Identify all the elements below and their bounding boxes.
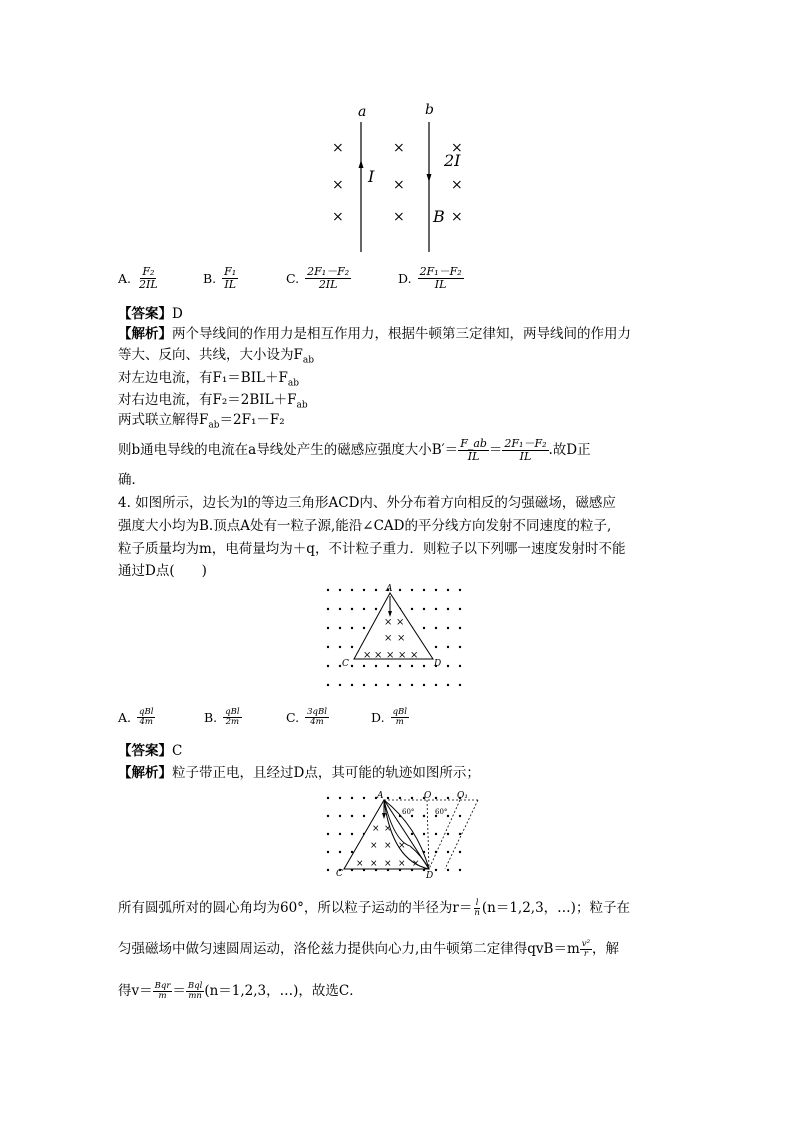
cross: × (398, 650, 407, 661)
options-1 (118, 266, 518, 300)
cross: × (370, 841, 378, 851)
field-dot (399, 589, 401, 591)
field-dot (459, 833, 461, 835)
field-dot (363, 589, 365, 591)
field-dot (351, 608, 353, 610)
arrow-down-b (427, 174, 432, 182)
field-dot (435, 833, 437, 835)
field-dot (339, 684, 341, 686)
field-dot (459, 869, 461, 871)
field-dot (435, 646, 437, 648)
label-D: D (426, 871, 434, 881)
label-C: C (336, 869, 343, 879)
option-1-C: C. $\frac{\text{2F₁－F₂}}{2IL}$ (286, 265, 350, 291)
field-dot (423, 627, 425, 629)
analysis-1-line-1: 【解析】两个导线间的作用力是相互作用力，根据牛顿第三定律知，两导线间的作用力 (118, 326, 631, 342)
option-2-C: C. $\frac{\text{3qBl}}{4m}$ (286, 707, 327, 727)
field-dot (435, 608, 437, 610)
cross: × (397, 633, 406, 644)
field-dot (459, 627, 461, 629)
field-dot (363, 684, 365, 686)
field-dot (447, 589, 449, 591)
label-O: O (424, 791, 432, 801)
cross: × (363, 650, 372, 661)
field-dot (375, 665, 377, 667)
field-dot (423, 684, 425, 686)
triangle-field-figure (322, 580, 472, 695)
field-dot (327, 646, 329, 648)
field-dot (387, 665, 389, 667)
field-dot (327, 589, 329, 591)
label-D: D (434, 659, 442, 669)
field-dot (411, 797, 413, 799)
field-dot (447, 684, 449, 686)
cross: × (412, 859, 420, 869)
field-dot (339, 851, 341, 853)
field-dot (363, 815, 365, 817)
field-dot (327, 627, 329, 629)
cross: × (393, 140, 405, 156)
field-dot (423, 815, 425, 817)
field-dot (411, 665, 413, 667)
field-dot (363, 627, 365, 629)
analysis-1-line-2: 等大、反向、共线，大小设为$F_{ab}$ (118, 347, 315, 366)
option-1-B: B. $\frac{\text{F₁}}{IL}$ (203, 265, 237, 291)
cross: × (396, 617, 405, 628)
field-dot (327, 815, 329, 817)
cross: × (372, 824, 380, 834)
cross: × (374, 650, 383, 661)
option-2-D: D. $\frac{\text{qBl}}{m}$ (371, 707, 407, 727)
field-dot (411, 833, 413, 835)
field-dot (435, 684, 437, 686)
field-dot (375, 684, 377, 686)
field-dot (459, 646, 461, 648)
label-B: B (433, 207, 445, 226)
field-dot (447, 851, 449, 853)
angle-1: 60° (402, 808, 415, 816)
field-dot (459, 608, 461, 610)
q4-line-3: 粒子质量均为m，电荷量均为＋q，不计粒子重力．则粒子以下列哪一速度发射时不能 (118, 541, 626, 557)
field-dot (375, 608, 377, 610)
field-dot (447, 627, 449, 629)
field-dot (459, 684, 461, 686)
cross: × (384, 824, 392, 834)
field-dot (327, 833, 329, 835)
cross: × (384, 617, 393, 628)
analysis-1-line-4: 对右边电流，有$F_2=2BIL+F_{ab}$ (118, 392, 308, 411)
dashed-radius-1 (427, 800, 429, 869)
field-dot (399, 797, 401, 799)
field-dot (423, 833, 425, 835)
trajectory-figure (322, 786, 492, 881)
field-dot (447, 833, 449, 835)
field-dot (435, 869, 437, 871)
label-A: A (377, 791, 384, 801)
cross: × (386, 650, 395, 661)
field-dot (459, 665, 461, 667)
field-dot (399, 684, 401, 686)
field-dot (363, 608, 365, 610)
option-2-A: A. $\frac{\text{qBl}}{4m}$ (118, 707, 154, 727)
field-dot (447, 646, 449, 648)
field-dot (351, 627, 353, 629)
cross: × (451, 209, 463, 225)
angle-2: 60° (435, 808, 448, 816)
field-dot (411, 608, 413, 610)
option-2-B: B. $\frac{\text{qBl}}{2m}$ (204, 707, 240, 727)
cross: × (393, 209, 405, 225)
field-dot (435, 627, 437, 629)
options-2 (118, 708, 518, 738)
analysis-2-line-1: 【解析】粒子带正电，且经过D点，其可能的轨迹如图所示； (118, 765, 480, 781)
cross: × (398, 859, 406, 869)
field-dot (327, 665, 329, 667)
final-line-3: 得v＝ $\frac{\text{Bqr}}{m}$ ＝ $\frac{\text{Bql}}{mn}$ (n＝1,2,3，…)，故选C． (118, 980, 363, 1001)
label-2I: 2I (444, 151, 461, 170)
final-line-2: 匀强磁场中做匀速圆周运动，洛伦兹力提供向心力,由牛顿第二定律得qvB＝m $\frac{\text{v²}}{r}$ ，解 (118, 938, 619, 959)
analysis-1-line-5: 两式联立解得$F_{ab}=2F_1-F_2$ (118, 412, 285, 431)
field-dot (423, 665, 425, 667)
field-dot (351, 646, 353, 648)
cross: × (398, 841, 406, 851)
field-dot (447, 608, 449, 610)
field-dot (459, 589, 461, 591)
field-dot (351, 833, 353, 835)
field-dot (399, 665, 401, 667)
field-dot (459, 851, 461, 853)
q4-line-2: 强度大小均为B.顶点A处有一粒子源,能沿∠CAD的平分线方向发射不同速度的粒子, (118, 518, 612, 534)
cross: × (384, 633, 393, 644)
label-O1: O₁ (457, 791, 468, 801)
analysis-1-line-6: 则b通电导线的电流在a导线处产生的磁感应强度大小B′＝ $\frac{F\_ab}{IL}$ ＝ $\frac{\text{2F₁－F₂}}{IL}$ .故D正 (118, 436, 591, 463)
cross: × (384, 859, 392, 869)
dashed-right (445, 800, 478, 869)
answer-1: 【答案】D (118, 306, 183, 322)
q4-line-1: 4. 如图所示，边长为l的等边三角形ACD内、外分布着方向相反的匀强磁场，磁感应 (118, 495, 616, 511)
arrow-up-a (359, 160, 364, 168)
analysis-1-line-7: 确． (118, 472, 145, 488)
field-dot (351, 797, 353, 799)
field-dot (327, 684, 329, 686)
field-dot (411, 589, 413, 591)
field-dot (447, 869, 449, 871)
field-dot (435, 797, 437, 799)
wires-figure (320, 100, 480, 255)
field-dot (327, 869, 329, 871)
final-line-1: 所有圆弧所对的圆心角均为60°，所以粒子运动的半径为r＝ $\frac{l}{n}$ (n＝1,2,3，…)；粒子在 (118, 897, 630, 918)
field-dot (339, 608, 341, 610)
field-dot (447, 665, 449, 667)
cross: × (332, 209, 344, 225)
field-dot (327, 608, 329, 610)
label-C: C (342, 659, 349, 669)
label-I: I (368, 167, 375, 186)
field-dot (339, 833, 341, 835)
field-dot (363, 665, 365, 667)
field-dot (423, 608, 425, 610)
option-1-D: D. $\frac{\text{2F₁－F₂}}{IL}$ (398, 265, 462, 291)
field-dot (339, 797, 341, 799)
cross: × (332, 177, 344, 193)
cross: × (384, 841, 392, 851)
field-dot (327, 851, 329, 853)
cross: × (370, 859, 378, 869)
field-dot (387, 797, 389, 799)
cross: × (332, 140, 344, 156)
q4-line-4: 通过D点( ) (118, 563, 207, 579)
field-dot (375, 589, 377, 591)
option-1-A: A. $\frac{\text{F₂}}{2IL}$ (118, 265, 158, 291)
field-dot (339, 665, 341, 667)
field-dot (339, 589, 341, 591)
label-A: A (386, 584, 393, 594)
field-dot (459, 815, 461, 817)
field-dot (363, 797, 365, 799)
field-dot (411, 684, 413, 686)
cross: × (410, 650, 419, 661)
label-b: b (425, 102, 434, 118)
cross: × (451, 177, 463, 193)
field-dot (351, 589, 353, 591)
field-dot (351, 665, 353, 667)
field-dot (351, 815, 353, 817)
field-dot (423, 589, 425, 591)
field-dot (387, 684, 389, 686)
field-dot (339, 646, 341, 648)
field-dot (435, 589, 437, 591)
analysis-1-line-3: 对左边电流，有$F_1=BIL+F_{ab}$ (118, 370, 300, 389)
label-a: a (358, 104, 367, 120)
cross: × (356, 859, 364, 869)
field-dot (351, 684, 353, 686)
field-dot (447, 797, 449, 799)
cross: × (393, 177, 405, 193)
field-dot (327, 797, 329, 799)
field-dot (339, 627, 341, 629)
field-dot (339, 815, 341, 817)
cross: × (451, 140, 463, 156)
answer-2: 【答案】C (118, 743, 183, 759)
